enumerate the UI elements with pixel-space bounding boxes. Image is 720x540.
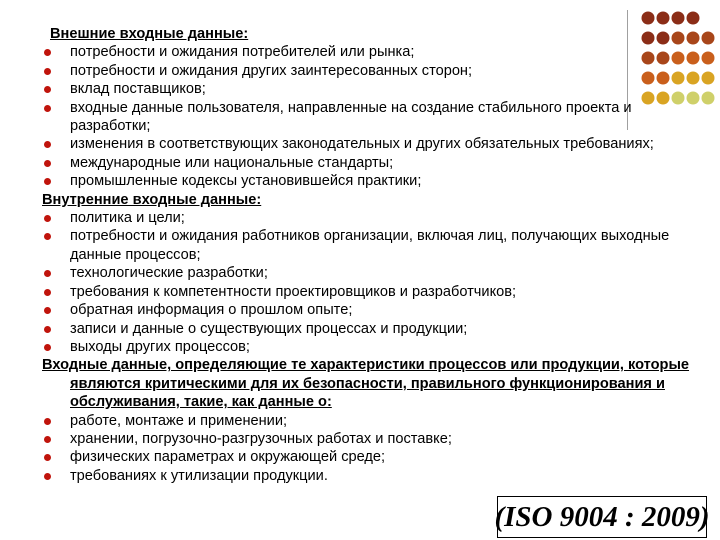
- list-item: [42, 80, 692, 98]
- list-item: [42, 430, 692, 448]
- bullet-icon: [44, 326, 51, 333]
- bullet-icon: [44, 436, 51, 443]
- list-item: [42, 135, 692, 153]
- list-item: [42, 320, 692, 338]
- list-item-text: технологические разработки;: [70, 265, 268, 282]
- bullet-icon: [44, 141, 51, 148]
- list-item: [42, 227, 692, 264]
- decor-dot: [702, 52, 715, 65]
- bullet-icon: [44, 215, 51, 222]
- list-item-text: работе, монтаже и применении;: [70, 412, 288, 429]
- bullet-icon: [44, 307, 51, 314]
- bullet-icon: [44, 178, 51, 185]
- decor-dot: [672, 12, 685, 25]
- list-item: [42, 467, 692, 485]
- list-item-text: записи и данные о существующих процессах и продукции;: [70, 320, 468, 337]
- decor-dot: [642, 12, 655, 25]
- list-item: [42, 99, 692, 136]
- characteristics-list: [42, 412, 692, 486]
- list-item-text: промышленные кодексы установившейся практики;: [70, 173, 422, 190]
- list-item-text: входные данные пользователя, направленные на создание стабильного проекта и разработки;: [70, 99, 632, 135]
- bullet-icon: [44, 49, 51, 56]
- list-item-text: потребности и ожидания потребителей или рынка;: [70, 44, 415, 61]
- list-item: [42, 43, 692, 61]
- external-heading: Внешние входные данные:: [50, 26, 249, 42]
- decor-dot: [702, 32, 715, 45]
- decor-dot: [657, 12, 670, 25]
- list-item-text: изменения в соответствующих законодательных и других обязательных требованиях;: [70, 136, 654, 153]
- list-item: [42, 209, 692, 227]
- external-list: [42, 43, 692, 190]
- bullet-icon: [44, 289, 51, 296]
- bullet-icon: [44, 454, 51, 461]
- list-item: [42, 154, 692, 172]
- decor-dot: [687, 12, 700, 25]
- list-item: [42, 264, 692, 282]
- internal-heading: Внутренние входные данные:: [42, 191, 262, 208]
- characteristics-heading: Входные данные, определяющие те характеристики процессов или продукции, которые являются критическими для их безопасности, правильного функционирования и обслуживания, такие, как данные о:: [42, 357, 690, 411]
- bullet-icon: [44, 344, 51, 351]
- bullet-icon: [44, 160, 51, 167]
- bullet-icon: [44, 86, 51, 93]
- bullet-icon: [44, 105, 51, 112]
- internal-list: [42, 209, 692, 356]
- bullet-icon: [44, 418, 51, 425]
- list-item: [42, 338, 692, 356]
- list-item: [42, 172, 692, 190]
- bullet-icon: [44, 68, 51, 75]
- list-item-text: потребности и ожидания работников организации, включая лиц, получающих выходные данные процессов;: [70, 228, 670, 263]
- bullet-icon: [44, 233, 51, 240]
- list-item-text: требованиях к утилизации продукции.: [70, 467, 328, 484]
- list-item-text: обратная информация о прошлом опыте;: [70, 302, 353, 319]
- list-item: [42, 412, 692, 430]
- list-item: [42, 448, 692, 466]
- list-item-text: выходы других процессов;: [70, 338, 250, 355]
- list-item-text: физических параметрах и окружающей среде;: [70, 449, 386, 466]
- list-item-text: вклад поставщиков;: [70, 81, 206, 98]
- list-item-text: потребности и ожидания других заинтересованных сторон;: [70, 62, 473, 79]
- list-item: [42, 62, 692, 80]
- bullet-icon: [44, 270, 51, 277]
- document-body: [42, 25, 692, 485]
- list-item-text: хранении, погрузочно-разгрузочных работах и поставке;: [70, 430, 452, 447]
- decor-dot: [702, 92, 715, 105]
- list-item-text: требования к компетентности проектировщиков и разработчиков;: [70, 283, 517, 300]
- decor-dot: [702, 72, 715, 85]
- list-item-text: международные или национальные стандарты;: [70, 154, 394, 171]
- list-item-text: политика и цели;: [70, 210, 185, 227]
- iso-citation: (ISO 9004 : 2009): [497, 496, 707, 538]
- list-item: [42, 301, 692, 319]
- bullet-icon: [44, 473, 51, 480]
- list-item: [42, 283, 692, 301]
